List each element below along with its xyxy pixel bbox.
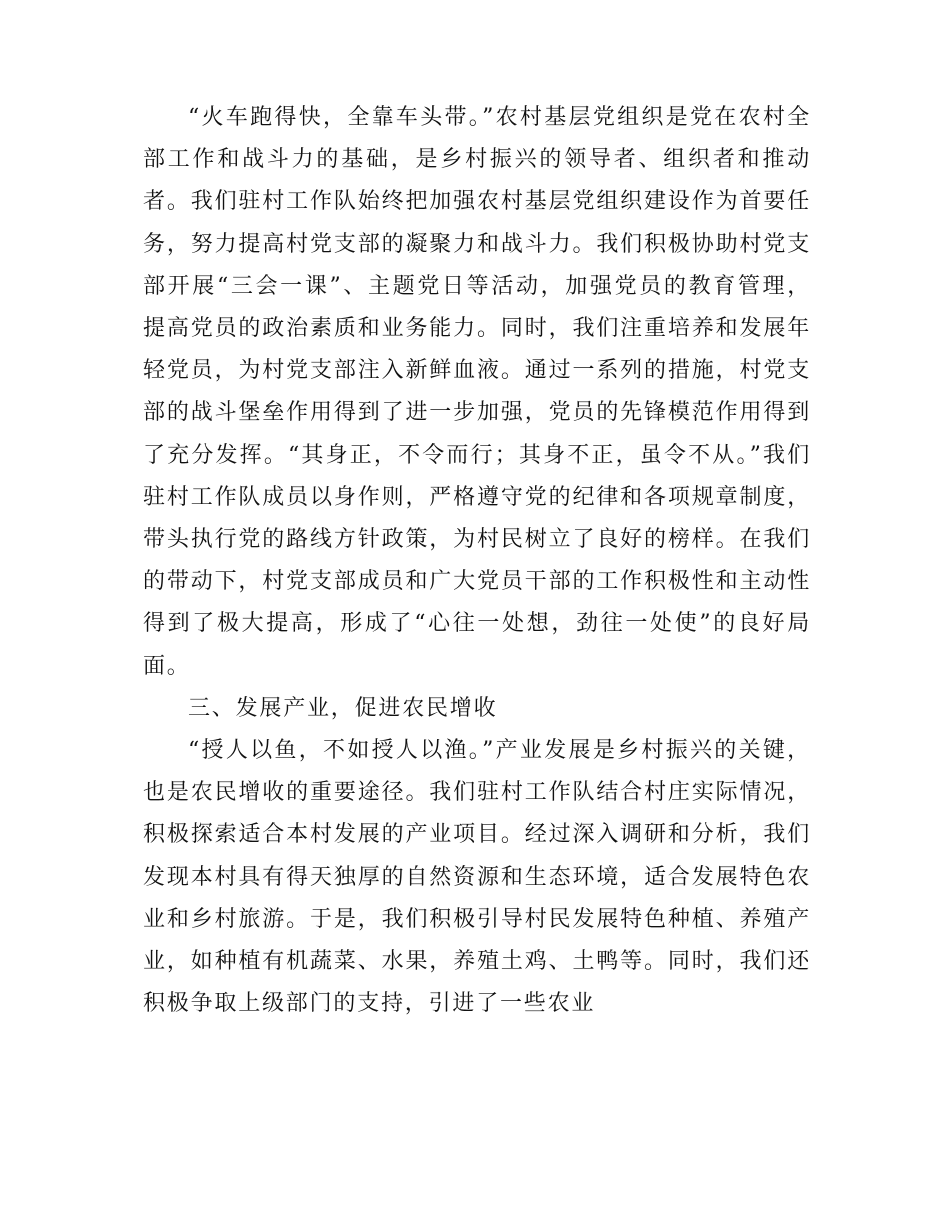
- paragraph-industry-development: “授人以鱼，不如授人以渔。”产业发展是乡村振兴的关键，也是农民增收的重要途径。我们驻村工作队结合村庄实际情况，积极探索适合本村发展的产业项目。经过深入调研和分析，我们发现本村具有得天独厚的自然资源和生态环境，适合发展特色农业和乡村旅游。于是，我们积极引导村民发展特色种植、养殖产业，如种植有机蔬菜、水果，养殖土鸡、土鸭等。同时，我们还积极争取上级部门的支持，引进了一些农业: [143, 738, 811, 1017]
- paragraph-party-building: “火车跑得快，全靠车头带。”农村基层党组织是党在农村全部工作和战斗力的基础，是乡村振兴的领导者、组织者和推动者。我们驻村工作队始终把加强农村基层党组织建设作为首要任务，努力提高村党支部的凝聚力和战斗力。我们积极协助村党支部开展“三会一课”、主题党日等活动，加强党员的教育管理，提高党员的政治素质和业务能力。同时，我们注重培养和发展年轻党员，为村党支部注入新鲜血液。通过一系列的措施，村党支部的战斗堡垒作用得到了进一步加强，党员的先锋模范作用得到了充分发挥。“其身正，不令而行；其身不正，虽令不从。”我们驻村工作队成员以身作则，严格遵守党的纪律和各项规章制度，带头执行党的路线方针政策，为村民树立了良好的榜样。在我们的带动下，村党支部成员和广大党员干部的工作积极性和主动性得到了极大提高，形成了“心往一处想，劲往一处使”的良好局面。: [143, 105, 811, 679]
- document-body: [143, 97, 811, 1025]
- section-heading-industry: 三、发展产业，促进农民增收: [188, 695, 498, 721]
